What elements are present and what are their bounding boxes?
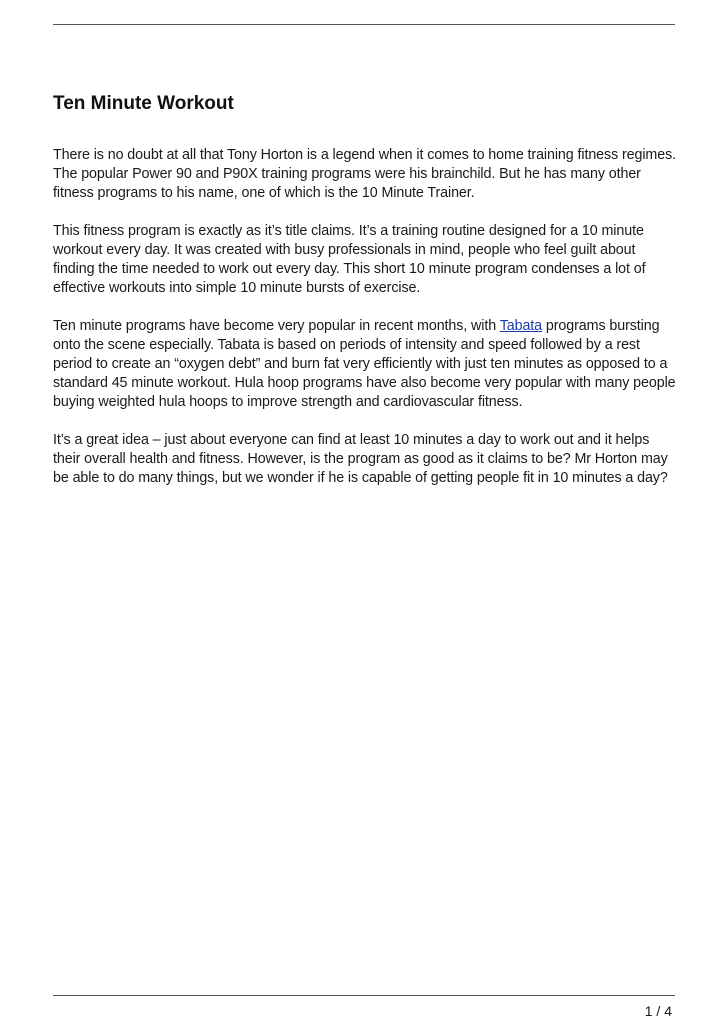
paragraph-3 xyxy=(53,317,677,412)
paragraph-2: This fitness program is exactly as it’s title claims. It’s a training routine designed for a 10 minute workout every day. It was created with busy professionals in mind, people who feel guilt about finding the time needed to work out every day. This short 10 minute program condenses a lot of effective workouts into simple 10 minute bursts of exercise. xyxy=(53,223,646,296)
document-body xyxy=(53,92,677,507)
document-title: Ten Minute Workout xyxy=(53,93,234,114)
paragraph-3-text-before: Ten minute programs have become very popular in recent months, with xyxy=(53,318,500,334)
paragraph-3-text-after: programs bursting onto the scene especially. Tabata is based on periods of intensity and speed followed by a rest period to create an “oxygen debt” and burn fat very efficiently with just ten minutes as opposed to a standard 45 minute workout. Hula hoop programs have also become very popular with many people buying weighted hula hoops to improve strength and cardiovascular fitness. xyxy=(53,318,676,410)
paragraph-1: There is no doubt at all that Tony Horton is a legend when it comes to home training fitness regimes. The popular Power 90 and P90X training programs were his brainchild. But he has many other fitness programs to his name, one of which is the 10 Minute Trainer. xyxy=(53,147,677,201)
page-number: 1 / 4 xyxy=(644,1003,672,1019)
header-rule xyxy=(53,24,675,25)
footer-rule xyxy=(53,995,675,996)
paragraph-4: It’s a great idea – just about everyone can find at least 10 minutes a day to work out and it helps their overall health and fitness. However, is the program as good as it claims to be? Mr Horton may be able to do many things, but we wonder if he is capable of getting people fit in 10 minutes a day? xyxy=(53,432,668,486)
tabata-link[interactable]: Tabata xyxy=(499,318,543,334)
